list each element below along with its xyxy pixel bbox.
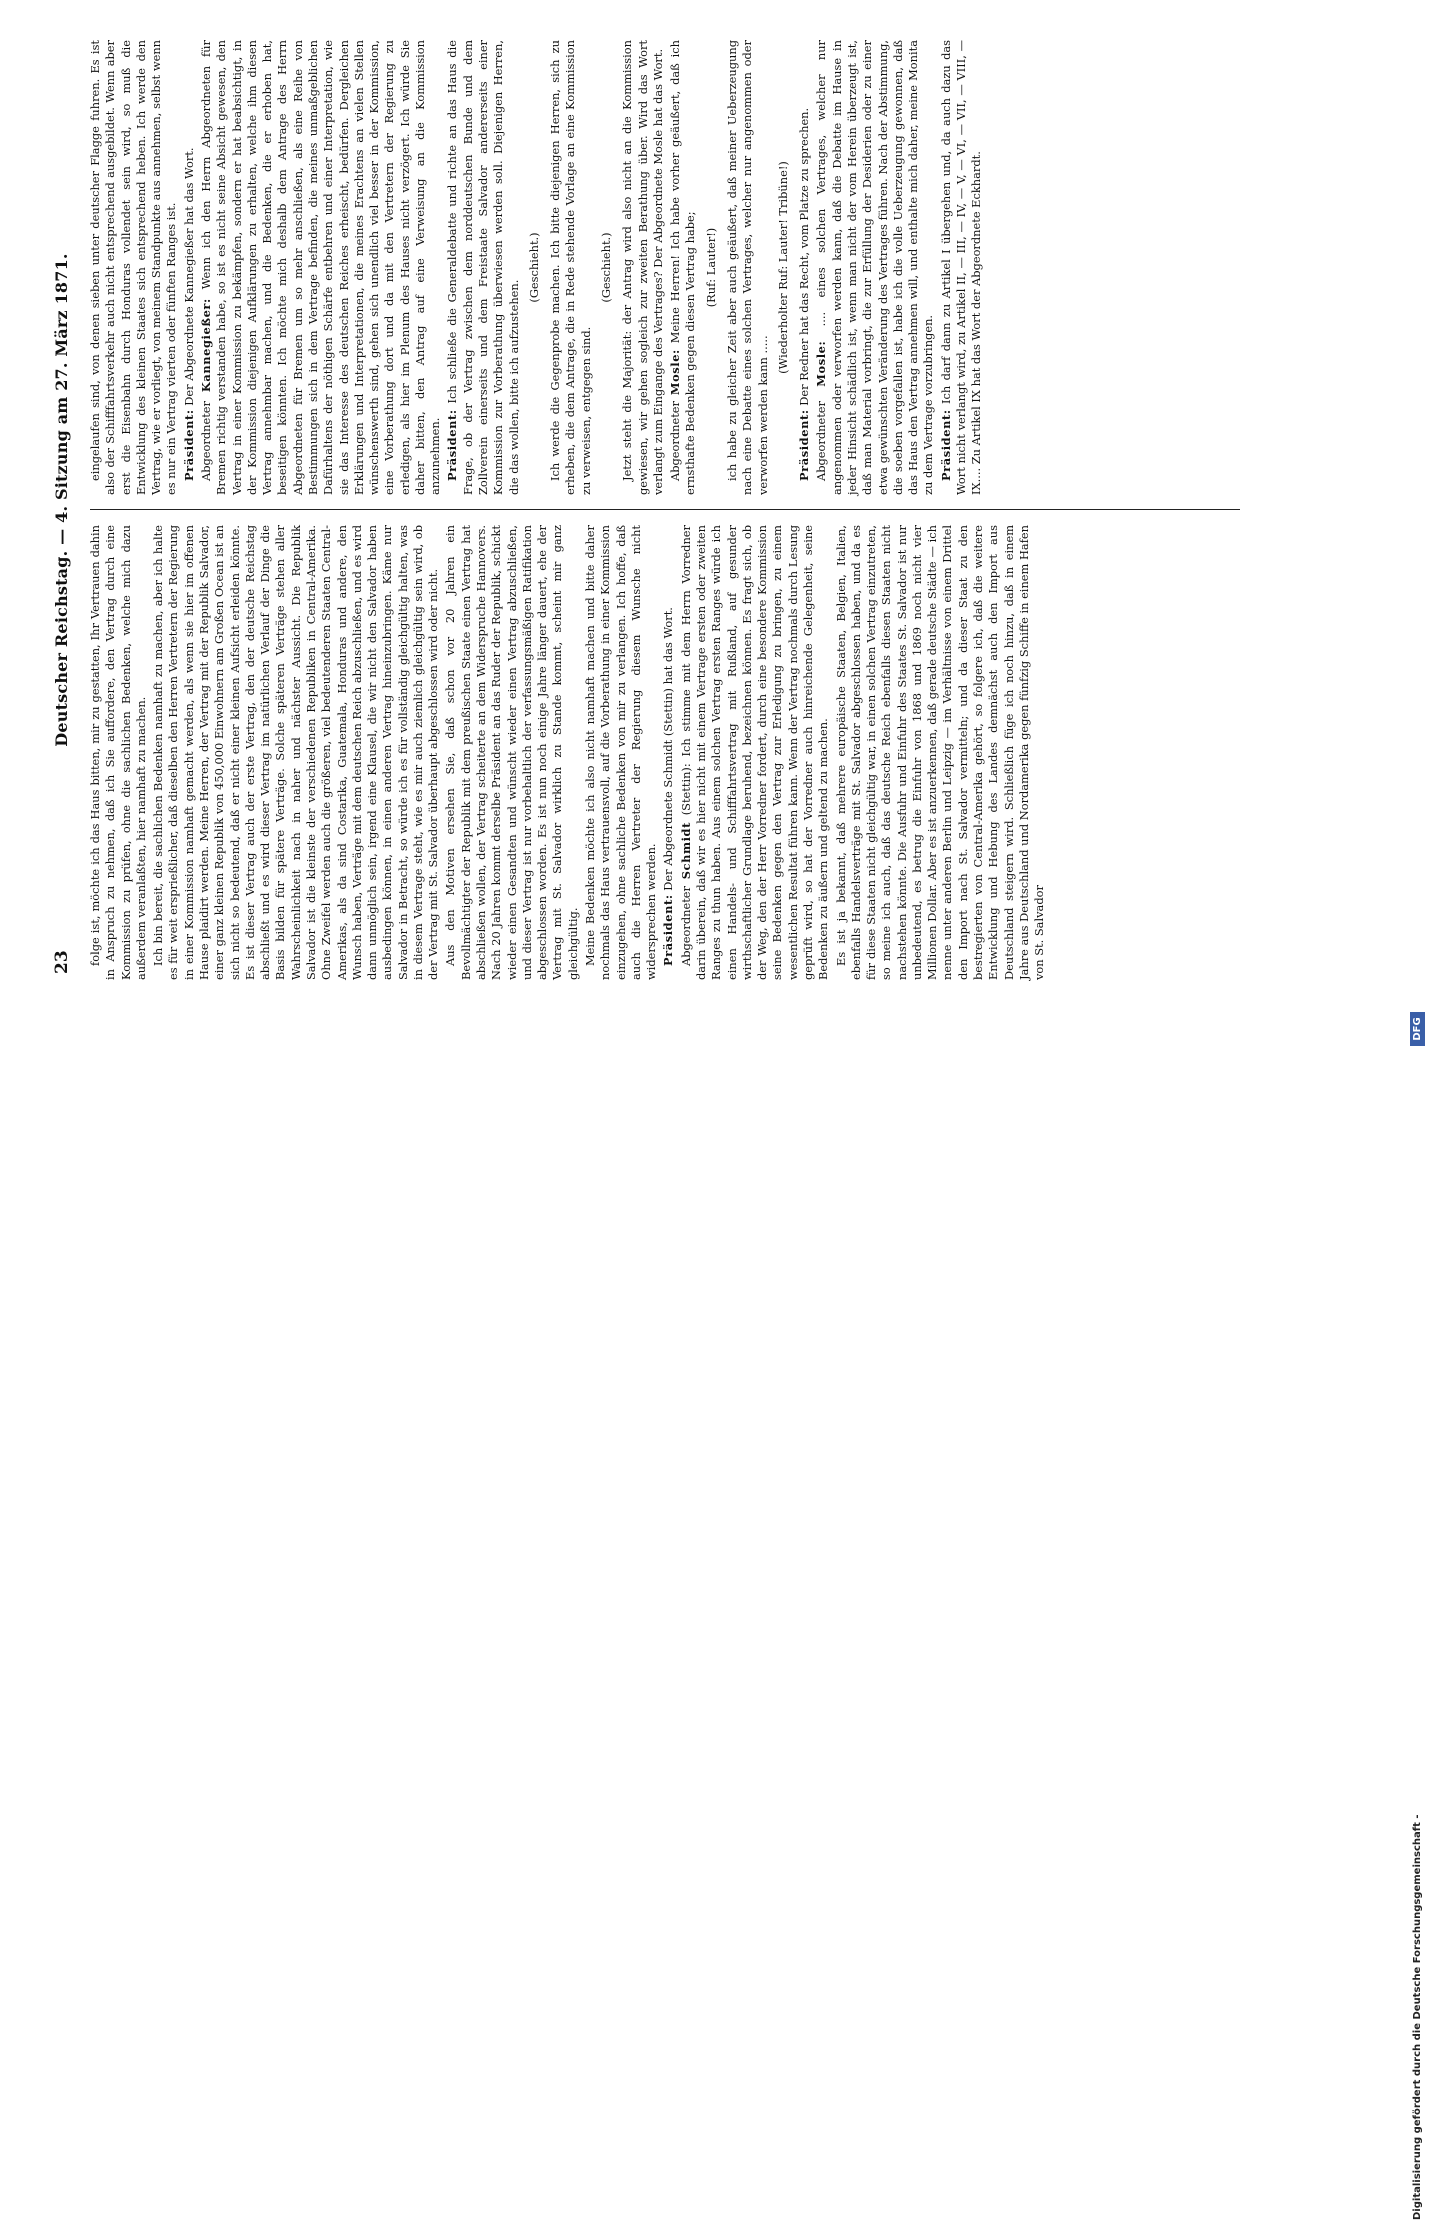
page-header	[52, 20, 78, 980]
page-title: Deutscher Reichstag. — 4. Sitzung am 27. März 1871.	[52, 253, 71, 747]
speaker-name: Präsident:	[938, 409, 953, 481]
paragraph: ich habe zu gleicher Zeit aber auch geäußert, daß meiner Ueberzeugung nach eine Debatte eines solchen Vertrages, welcher nur angenommen oder verworfen werden kann .....	[724, 40, 770, 495]
speaker-name: Kannegießer:	[198, 298, 213, 393]
stage-direction: (Geschieht.)	[599, 232, 613, 303]
paragraph: Abgeordneter Schmidt (Stettin): Ich stimme mit dem Herrn Vorredner darin überein, daß wir es hier nicht mit einem Vertrage ersten oder zweiten Ranges zu thun haben. Aus einem solchen Vertrag ersten Ranges würde ich einen Handels- und Schifffahrtsvertrag mit Rußland, auf gesunder wirthschaftlicher Grundlage beruhend, bezeichnen können. Es fragt sich, ob der Weg, den der Herr Vorredner fordert, durch eine besondere Kommission seine Bedenken gegen den Vertrag zur Erledigung zu bringen, zu einem wesentlichen Resultat führen kann. Wenn der Vertrag nochmals durch Lesung geprüft wird, so hat der Vorredner auch hinreichende Gelegenheit, seine Bedenken zu äußern und geltend zu machen.	[678, 525, 831, 980]
speaker-name: Präsident:	[181, 409, 196, 481]
paragraph: Präsident: Ich schließe die Generaldebatte und richte an das Haus die Frage, ob der Vertrag zwischen dem norddeutschen Bunde und dem Zollverein einerseits und dem Freistaate Salvador andererseits einer Kommission zur Vorberathung überwiesen werden soll. Diejenigen Herren, die das wollen, bitte ich aufzustehen.	[445, 40, 521, 495]
paragraph: Ich werde die Gegenprobe machen. Ich bitte diejenigen Herren, sich zu erheben, die dem Antrage, die in Rede stehende Vorlage an eine Kommission zu verweisen, entgegen sind.	[548, 40, 593, 495]
paragraph: Ich bin bereit, die sachlichen Bedenken namhaft zu machen, aber ich halte es für weit ersprießlicher, daß dieselben den Herren Vertretern der Regierung in einer Kommission namhaft gemacht werden, als wenn sie hier im offenen Hause plaidirt werden. Meine Herren, der Vertrag mit der Republik Salvador, einer ganz kleinen Republik von 450,000 Einwohnern am Großen Ocean ist an sich nicht so bedeutend, daß er nicht einer kleinen Aufsicht erleiden könnte. Es ist dieser Vertrag auch der erste Vertrag, den der deutsche Reichstag abschließt und es wird dieser Vertrag im natürlichen Verlauf der Dinge die Basis bilden für spätere Verträge. Solche späteren Verträge stehen aller Wahrscheinlichkeit nach in naher und nächster Aussicht. Die Republik Salvador ist die kleinste der verschiedenen Republiken in Central-Amerika. Ohne Zweifel werden auch die größeren, viel bedeutenderen Staaten Central-Amerikas, als da sind Costarika, Guatemala, Honduras und andere, den Wunsch haben, Verträge mit dem deutschen Reich abzuschließen, und es wird dann unmöglich sein, irgend eine Klausel, die wir nicht den Salvador haben ausbedingen können, in einen anderen Vertrag hineinzubringen. Käme nur Salvador in Betracht, so würde ich es für vollständig gleichgültig halten, was in diesem Vertrage steht, wie es mir auch ziemlich gleichgültig sein wird, ob der Vertrag mit St. Salvador überhaupt abgeschlossen wird oder nicht.	[151, 525, 441, 980]
speaker-name: Mosle:	[814, 340, 829, 387]
speaker-name: Mosle:	[668, 349, 683, 396]
speaker-name: Präsident:	[661, 894, 676, 966]
paragraph: Abgeordneter Kannegießer: Wenn ich den Herrn Abgeordneten für Bremen richtig verstanden habe, so ist es nicht seine Absicht gewesen, den Vertrag in einer Kommission zu bekämpfen, sondern er hat beabsichtigt, in der Kommission diejenigen Aufklärungen zu erhalten, welche ihm diesen Vertrag annehmbar machen, und die Bedenken, die er erhoben hat, beseitigen könnten. Ich möchte mich deshalb dem Antrage des Herrn Abgeordneten für Bremen um so mehr anschließen, als eine Reihe von Bestimmungen sich in dem Vertrage befinden, die meines unmaßgeblichen Dafürhaltens der nöthigen Schärfe entbehren und einer Interpretation, wie sie das Interesse des deutschen Reiches erheischt, bedürfen. Dergleichen Erklärungen und Interpretationen, die meines Erachtens an vielen Stellen wünschenswerth sind, gehen sich unendlich viel besser in der Kommission, eine Vorberathung dort und da mit den Vertretern der Regierung zu erledigen, als hier im Plenum des Hauses nicht verzögert. Ich würde Sie daher bitten, den Antrag auf eine Verweisung an die Kommission anzunehmen.	[198, 39, 443, 495]
paragraph: folge ist, möchte ich das Haus bitten, mir zu gestatten, Ihr Vertrauen dahin in Anspruch zu nehmen, daß ich Sie auffordere, den Vertrag durch eine Kommission zu prüfen, ohne die sachlichen Bedenken, welche mich dazu außerdem veranlaßten, hier namhaft zu machen.	[88, 525, 148, 980]
paragraph: Abgeordneter Mosle: .... eines solchen Vertrages, welcher nur angenommen oder verworfen werden kann, daß die Debatte im Hause in jeder Hinsicht schädlich ist, wenn man nicht der vom Herein überzeugt ist, daß man Material vorbringt, die zur Erfüllung der Desiderien oder zu einer etwa gewünschten Veränderung des Vertrages führen. Nach der Abstimmung, die soeben vorgefallen ist, habe ich die volle Ueberzeugung gewonnen, daß das Haus den Vertrag annehmen will, und enthalte mich daher, meine Monita zu dem Vertrage vorzubringen.	[814, 39, 936, 495]
page-number: 23	[52, 950, 72, 974]
speaker-name: Präsident:	[797, 409, 812, 481]
paragraph: Präsident: Der Redner hat das Recht, vom Platze zu sprechen.	[797, 107, 812, 481]
speaker-name: Schmidt	[678, 822, 693, 880]
stage-direction: (Geschieht.)	[526, 232, 541, 303]
digitization-credit: Digitalisierung gefördert durch die Deutsche Forschungsgemeinschaft -	[1412, 1814, 1423, 2220]
stage-direction: (Ruf: Lauter!)	[703, 227, 718, 308]
dfg-logo: DFG	[1410, 1012, 1425, 1046]
right-column	[88, 40, 1238, 495]
left-column	[88, 525, 1238, 980]
paragraph: Meine Bedenken möchte ich also nicht namhaft machen und bitte daher nochmals das Haus vertrauensvoll, auf die Vorberathung in einer Kommission einzugehen, ohne sachliche Bedenken von mir zu verlangen. Ich hoffe, daß auch die Herren Vertreter der Regierung diesem Wunsche nicht widersprechen werden.	[583, 525, 659, 980]
paragraph: Abgeordneter Mosle: Meine Herren! Ich habe vorher geäußert, daß ich ernsthafte Bedenken gegen diesen Vertrag habe;	[668, 40, 698, 495]
paragraph: Präsident: Ich darf dann zu Artikel I übergehen und, da auch dazu das Wort nicht verlangt wird, zu Artikel II, — III, — IV, — V, — VI, — VII, — VIII, — IX.... Zu Artikel IX hat das Wort der Abgeordnete Eckhardt.	[938, 40, 984, 495]
stage-direction: (Wiederholter Ruf: Lauter! Tribüne!)	[775, 161, 790, 374]
column-divider	[90, 509, 1240, 510]
paragraph: eingelaufen sind, von denen sieben unter deutscher Flagge fuhren. Es ist also der Schifffahrtsverkehr auch nicht entsprechend ausgebildet. Wenn aber erst die Eisenbahn durch Honduras vollendet sein wird, so muß die Entwicklung des kleinen Staates sich entsprechend heben. Ich werde den Vertrag, wie er vorliegt, von meinem Standpunkte aus annehmen, selbst wenn es nur ein Vertrag vierten oder fünften Ranges ist.	[88, 40, 179, 495]
paragraph: Aus den Motiven ersehen Sie, daß schon vor 20 Jahren ein Bevollmächtigter der Republik mit dem preußischen Staate einen Vertrag hat abschließen wollen, der Vertrag scheiterte an dem Widerspruche Hannovers. Nach 20 Jahren kommt derselbe Präsident an das Ruder der Republik, schickt wieder einen Gesandten und wünscht wieder einen Vertrag abzuschließen, und dieser Vertrag ist nur vorbehaltlich der verfassungsmäßigen Ratifikation abgeschlossen worden. Es ist nun noch einige Jahre länger dauert, ehe der Vertrag mit St. Salvador wirklich zu Stande kommt, scheint mir ganz gleichgültig.	[443, 525, 580, 980]
speaker-name: Präsident:	[445, 409, 460, 481]
paragraph: Jetzt steht die Majorität: der Antrag wird also nicht an die Kommission gewiesen, wir gehen sogleich zur zweiten Berathung über. Wird das Wort verlangt zum Eingange des Vertrages? Der Abgeordnete Mosle hat das Wort.	[620, 40, 665, 495]
paragraph: Präsident: Der Abgeordnete Kannegießer hat das Wort.	[181, 147, 196, 481]
paragraph: Präsident: Der Abgeordnete Schmidt (Stettin) hat das Wort.	[661, 607, 676, 966]
paragraph: Es ist ja bekannt, daß mehrere europäische Staaten, Belgien, Italien, ebenfalls Handelsverträge mit St. Salvador abgeschlossen haben, und da es für diese Staaten nicht gleichgültig war, in einen solchen Vertrag einzutreten, so meine ich auch, daß das deutsche Reich ebenfalls diesen Staaten nicht nachstehen könnte. Die Ausfuhr und Einfuhr des Staates St. Salvador ist nur unbedeutend, es betrug die Einfuhr von 1868 und 1869 noch nicht vier Millionen Dollar. Aber es ist anzuerkennen, daß gerade deutsche Städte — ich nenne unter anderen Berlin und Leipzig — im Verhältnisse von einem Drittel den Import nach St. Salvador vermitteln; und da dieser Staat zu den bestregierten von Central-Amerika gehört, so folgere ich, daß die weitere Entwicklung und Hebung des Landes demnächst auch den Import aus Deutschland steigern wird. Schließlich füge ich noch hinzu, daß in einem Jahre aus Deutschland und Nordamerika gegen fünfzig Schiffe in einem Hafen von St. Salvador	[833, 525, 1047, 980]
